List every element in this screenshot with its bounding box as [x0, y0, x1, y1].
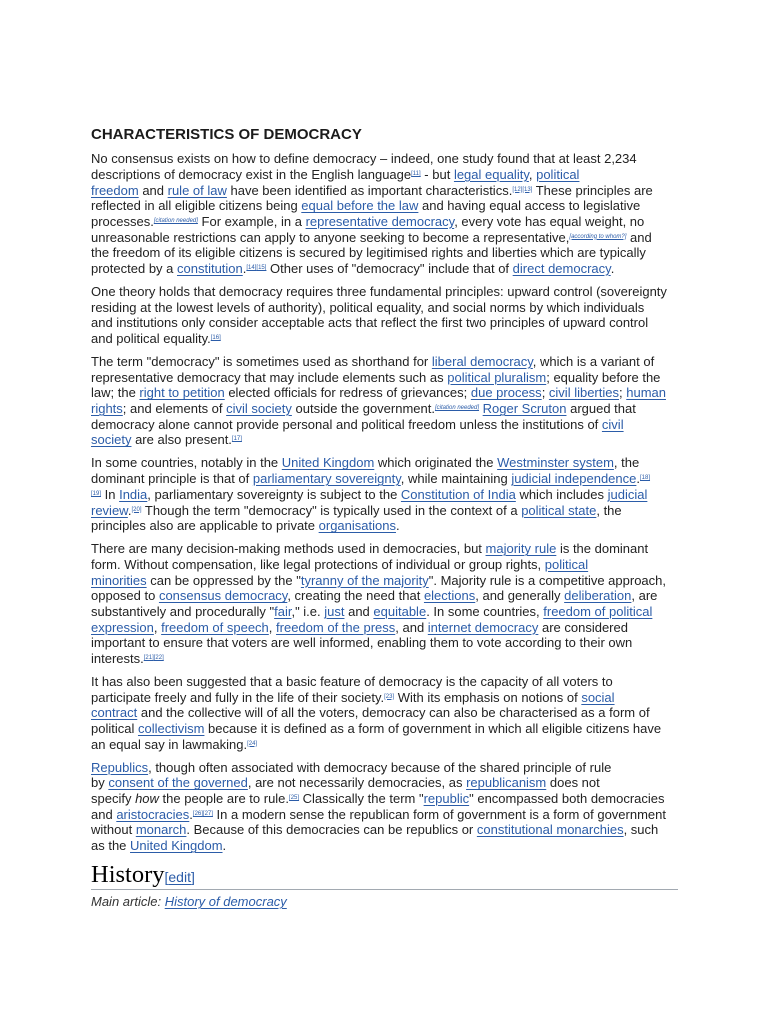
text-line [91, 385, 681, 401]
text-run: and [344, 603, 374, 619]
text-run: Though the term "democracy" is typically used in the context of a [141, 502, 522, 518]
text-run: There are many decision-making methods used in democracies, but [91, 541, 486, 557]
text-run: does not [546, 775, 600, 791]
aristocracies-link[interactable]: aristocracies [116, 806, 190, 822]
text-run: . In some countries, [426, 603, 544, 619]
text-run: have been identified as important characteristics. [226, 182, 513, 198]
text-line [91, 214, 681, 230]
text-run: ; [619, 385, 627, 401]
collectivism-link[interactable]: collectivism [137, 721, 205, 737]
paragraph [91, 354, 681, 448]
text-line [91, 503, 681, 519]
text-run: . [222, 838, 227, 854]
text-line [91, 620, 681, 636]
text-run: , which is a variant of [532, 354, 655, 370]
text-run: important to ensure that voters are well informed, enabling them to vote according to their own [91, 635, 633, 651]
rule-of-law-link[interactable]: rule of law [167, 182, 227, 198]
text-run: the people are to rule. [158, 791, 290, 807]
social-link[interactable]: social [581, 689, 615, 705]
text-line [91, 518, 681, 534]
civil-liberties-link[interactable]: civil liberties [548, 385, 619, 401]
text-run: Other uses of "democracy" include that of [266, 261, 513, 276]
roger-scruton-link[interactable]: Roger Scruton [482, 401, 567, 417]
text-run: protected by a [91, 261, 177, 276]
freedom-link[interactable]: freedom [91, 182, 139, 198]
citation-11[interactable]: [11] [411, 170, 421, 177]
emphasis-text: how [135, 791, 159, 807]
citation-15[interactable]: [15] [256, 265, 267, 271]
judicial-link[interactable]: judicial [607, 486, 648, 502]
citation-26[interactable]: [26] [192, 810, 203, 817]
text-run: , the [596, 502, 622, 518]
text-line [91, 775, 681, 791]
text-line [91, 721, 681, 737]
text-run: which includes [515, 486, 608, 502]
text-run: and [91, 806, 117, 822]
text-line [91, 541, 681, 557]
text-run: , every vote has equal weight, no [454, 213, 645, 229]
freedom-of-political-link[interactable]: freedom of political [543, 603, 653, 619]
text-run: participate freely and fully in the life of their society. [91, 689, 385, 705]
citation-16[interactable]: [16] [210, 335, 221, 342]
text-line [91, 737, 681, 753]
text-run: argued that [566, 401, 636, 417]
text-run: and having equal access to legislative [418, 198, 641, 214]
internet-democracy-link[interactable]: internet democracy [427, 619, 539, 635]
text-line [91, 245, 681, 261]
text-run: . Because of this democracies can be republics or [186, 822, 477, 838]
text-line [91, 573, 681, 589]
text-run: law; the [91, 385, 140, 401]
text-line [91, 284, 681, 300]
united-kingdom-link[interactable]: United Kingdom [281, 455, 375, 471]
text-run: , and [395, 619, 428, 635]
text-run: unreasonable restrictions can apply to anyone seeking to become a representative, [91, 229, 570, 245]
just-link[interactable]: just [324, 603, 345, 619]
equitable-link[interactable]: equitable [373, 603, 427, 619]
text-line [91, 417, 681, 433]
text-run: , [268, 619, 277, 635]
legal-equality-link[interactable]: legal equality [453, 166, 529, 182]
text-line [91, 604, 681, 620]
text-run: ," i.e. [291, 603, 325, 619]
citation-18[interactable]: [18] [640, 475, 651, 482]
india-link[interactable]: India [119, 486, 148, 502]
citation-14[interactable]: [14] [246, 265, 257, 271]
text-run: In [101, 486, 120, 502]
organisations-link[interactable]: organisations [318, 518, 396, 534]
text-run: and [138, 182, 168, 198]
text-run: No consensus exists on how to define democracy – indeed, one study found that at least 2,234 [91, 151, 637, 167]
text-line [91, 331, 681, 347]
text-run: . [127, 502, 132, 518]
text-run: as the [91, 838, 131, 854]
text-run: can be oppressed by the " [146, 572, 301, 588]
minorities-link[interactable]: minorities [91, 572, 147, 588]
text-line [91, 354, 681, 370]
text-line [91, 151, 681, 167]
right-to-petition-link[interactable]: right to petition [139, 385, 225, 401]
text-line [91, 807, 681, 823]
representative-democracy-link[interactable]: representative democracy [305, 213, 455, 229]
text-run: substantively and procedurally " [91, 603, 275, 619]
text-run: , are [631, 588, 658, 604]
article-body [91, 151, 681, 854]
text-line [91, 455, 681, 471]
text-run: , the [613, 455, 640, 471]
text-run: The term "democracy" is sometimes used as shorthand for [91, 354, 432, 370]
monarch-link[interactable]: monarch [135, 822, 187, 838]
text-run: ". Majority rule is a competitive approach, [428, 572, 667, 588]
text-line [91, 557, 681, 573]
deliberation-link[interactable]: deliberation [564, 588, 632, 604]
text-run: . [395, 518, 400, 534]
text-run: One theory holds that democracy requires three fundamental principles: upward control (sovereignty [91, 283, 667, 299]
text-run: and institutions only consider acceptable acts that reflect the first two principles of upward control [91, 315, 649, 331]
constitution-link[interactable]: constitution [177, 261, 243, 276]
text-line [91, 167, 681, 183]
text-run: elected officials for redress of grievances; [224, 385, 471, 401]
citation-12[interactable]: [12] [512, 186, 523, 193]
text-run: democracy alone cannot provide personal and political freedom unless the institutions of [91, 416, 602, 432]
text-run: , though often associated with democracy because of the shared principle of rule [148, 759, 612, 775]
text-run: and political equality. [91, 331, 211, 347]
review-link[interactable]: review [91, 502, 128, 518]
text-run: . [610, 261, 615, 276]
political-state-link[interactable]: political state [521, 502, 597, 518]
text-run: , while maintaining [400, 471, 512, 487]
text-run: , are not necessarily democracies, as [247, 775, 467, 791]
united-kingdom-link[interactable]: United Kingdom [130, 838, 223, 854]
text-run: In some countries, notably in the [91, 455, 282, 471]
edit-section-link[interactable]: edit [168, 869, 191, 886]
edit-bracket-open: [ [164, 869, 169, 886]
text-line [91, 198, 681, 214]
text-run: because it is defined as a form of government in which all eligible citizens have [204, 721, 662, 737]
text-run: . [189, 806, 193, 822]
text-run: opposed to [91, 588, 159, 604]
text-run: reflected in all eligible citizens being [91, 198, 302, 214]
civil-link[interactable]: civil [601, 416, 624, 432]
text-run: outside the government. [291, 401, 435, 417]
text-line [91, 822, 681, 838]
equal-before-the-law-link[interactable]: equal before the law [301, 198, 419, 214]
majority-rule-link[interactable]: majority rule [485, 541, 557, 557]
text-run: the freedom of its eligible citizens is secured by legitimised rights and liberties which are typically [91, 245, 646, 261]
text-line [91, 487, 681, 503]
text-run: and [626, 229, 652, 245]
political-link[interactable]: political [544, 556, 589, 572]
text-line [91, 760, 681, 776]
text-run: and the collective will of all the voters, democracy can also be characterised as a form of [137, 705, 650, 721]
fair-link[interactable]: fair [274, 603, 292, 619]
citation-27[interactable]: [27] [202, 810, 213, 817]
citation-21[interactable]: [21] [143, 655, 154, 661]
citation-23[interactable]: [23] [384, 693, 395, 700]
text-run: representative democracy that may include elements such as [91, 369, 448, 385]
paragraph [91, 674, 681, 752]
text-line [91, 183, 681, 199]
constitutional-monarchies-link[interactable]: constitutional monarchies [476, 822, 624, 838]
according-to-whom-note[interactable]: [according to whom?] [569, 233, 627, 240]
text-line [91, 432, 681, 448]
contract-link[interactable]: contract [91, 705, 138, 721]
tyranny-of-the-majority-link[interactable]: tyranny of the majority [300, 572, 429, 588]
text-run: With its emphasis on notions of [394, 689, 582, 705]
history-of-democracy-link[interactable]: History of democracy [164, 894, 287, 910]
text-run: , such [623, 822, 659, 838]
text-run: dominant principle is that of [91, 471, 253, 487]
text-line [91, 690, 681, 706]
citation-19[interactable]: [19] [91, 490, 102, 497]
citation-17[interactable]: [17] [231, 436, 242, 443]
paragraph [91, 455, 681, 533]
history-heading-title: History [91, 861, 165, 889]
text-run: . [242, 261, 247, 276]
text-run: , [153, 619, 162, 635]
liberal-democracy-link[interactable]: liberal democracy [431, 354, 533, 370]
text-run: which originated the [374, 455, 498, 471]
text-line [91, 651, 681, 667]
text-run: processes. [91, 213, 154, 229]
republics-link[interactable]: Republics [91, 759, 149, 775]
citation-13[interactable]: [13] [522, 186, 533, 193]
constitution-of-india-link[interactable]: Constitution of India [400, 486, 516, 502]
history-heading [91, 861, 678, 890]
text-run: ; equality before the [546, 369, 661, 385]
text-run: , and generally [475, 588, 565, 604]
text-run: Classically the term " [299, 791, 424, 807]
text-line [91, 370, 681, 386]
citation-needed-note[interactable]: [citation needed] [434, 405, 480, 412]
text-run: ; [541, 385, 549, 401]
text-run: , creating the need that [287, 588, 424, 604]
paragraph [91, 760, 681, 854]
text-line [91, 401, 681, 417]
text-run: , parliamentary sovereignty is subject to the [147, 486, 401, 502]
westminster-system-link[interactable]: Westminster system [497, 455, 614, 471]
civil-society-link[interactable]: civil society [226, 401, 292, 417]
text-run: political [91, 721, 138, 737]
text-line [91, 230, 681, 246]
text-run: descriptions of democracy exist in the English language [91, 166, 412, 182]
freedom-of-speech-link[interactable]: freedom of speech [161, 619, 269, 635]
text-line [91, 791, 681, 807]
text-run: . [636, 471, 640, 487]
political-link[interactable]: political [536, 166, 580, 182]
text-run: It has also been suggested that a basic feature of democracy is the capacity of all voters to [91, 673, 613, 689]
text-run: interests. [91, 651, 144, 666]
citation-25[interactable]: [25] [289, 795, 300, 802]
judicial-independence-link[interactable]: judicial independence [511, 471, 637, 487]
text-run: an equal say in lawmaking. [91, 736, 248, 752]
text-line [91, 674, 681, 690]
text-line [91, 838, 681, 854]
elections-link[interactable]: elections [423, 588, 476, 604]
text-run: , [528, 166, 537, 182]
due-process-link[interactable]: due process [470, 385, 542, 401]
text-run: - but [420, 166, 454, 182]
text-line [91, 315, 681, 331]
consent-of-the-governed-link[interactable]: consent of the governed [108, 775, 248, 791]
paragraph [91, 151, 681, 277]
consensus-democracy-link[interactable]: consensus democracy [158, 588, 288, 604]
text-line [91, 705, 681, 721]
text-run: " encompassed both democracies [469, 791, 665, 807]
text-line [91, 300, 681, 316]
parliamentary-sovereignty-link[interactable]: parliamentary sovereignty [252, 471, 401, 487]
republic-link[interactable]: republic [423, 791, 470, 807]
text-run: ; and elements of [122, 401, 227, 417]
text-run: by [91, 775, 109, 791]
text-run: is the dominant [556, 541, 649, 557]
political-pluralism-link[interactable]: political pluralism [447, 369, 547, 385]
section-title: CHARACTERISTICS OF DEMOCRACY [91, 126, 362, 143]
text-line [91, 261, 681, 277]
text-run: are also present. [131, 432, 232, 448]
citation-20[interactable]: [20] [131, 506, 142, 513]
text-run: In a modern sense the republican form of government is a form of government [212, 806, 667, 822]
text-run: For example, in a [197, 213, 306, 229]
text-line [91, 471, 681, 487]
text-run: These principles are [532, 182, 653, 198]
text-run: are considered [538, 619, 628, 635]
rights-link[interactable]: rights [91, 401, 123, 417]
edit-bracket-close: ] [190, 869, 195, 886]
paragraph [91, 284, 681, 347]
text-run: residing at the lowest levels of authority), political equality, and social norms by which individuals [91, 299, 645, 315]
text-run: specify [91, 791, 136, 807]
direct-democracy-link[interactable]: direct democracy [512, 261, 611, 276]
text-line [91, 588, 681, 604]
article-content [91, 126, 681, 910]
citation-needed-note[interactable]: [citation needed] [153, 217, 198, 224]
text-run: form. Without compensation, like legal protections of individual or group rights, [91, 556, 545, 572]
main-article-note [91, 894, 681, 910]
citation-24[interactable]: [24] [247, 740, 258, 747]
text-line [91, 635, 681, 651]
edit-section-control [165, 869, 195, 885]
citation-22[interactable]: [22] [153, 655, 164, 661]
main-article-label: Main article: [91, 894, 162, 910]
paragraph [91, 541, 681, 667]
freedom-of-the-press-link[interactable]: freedom of the press [276, 619, 396, 635]
text-run: without [91, 822, 136, 838]
society-link[interactable]: society [91, 432, 132, 448]
republicanism-link[interactable]: republicanism [466, 775, 547, 791]
expression-link[interactable]: expression [91, 619, 154, 635]
text-run: principles also are applicable to private [91, 518, 319, 534]
human-link[interactable]: human [626, 385, 666, 401]
